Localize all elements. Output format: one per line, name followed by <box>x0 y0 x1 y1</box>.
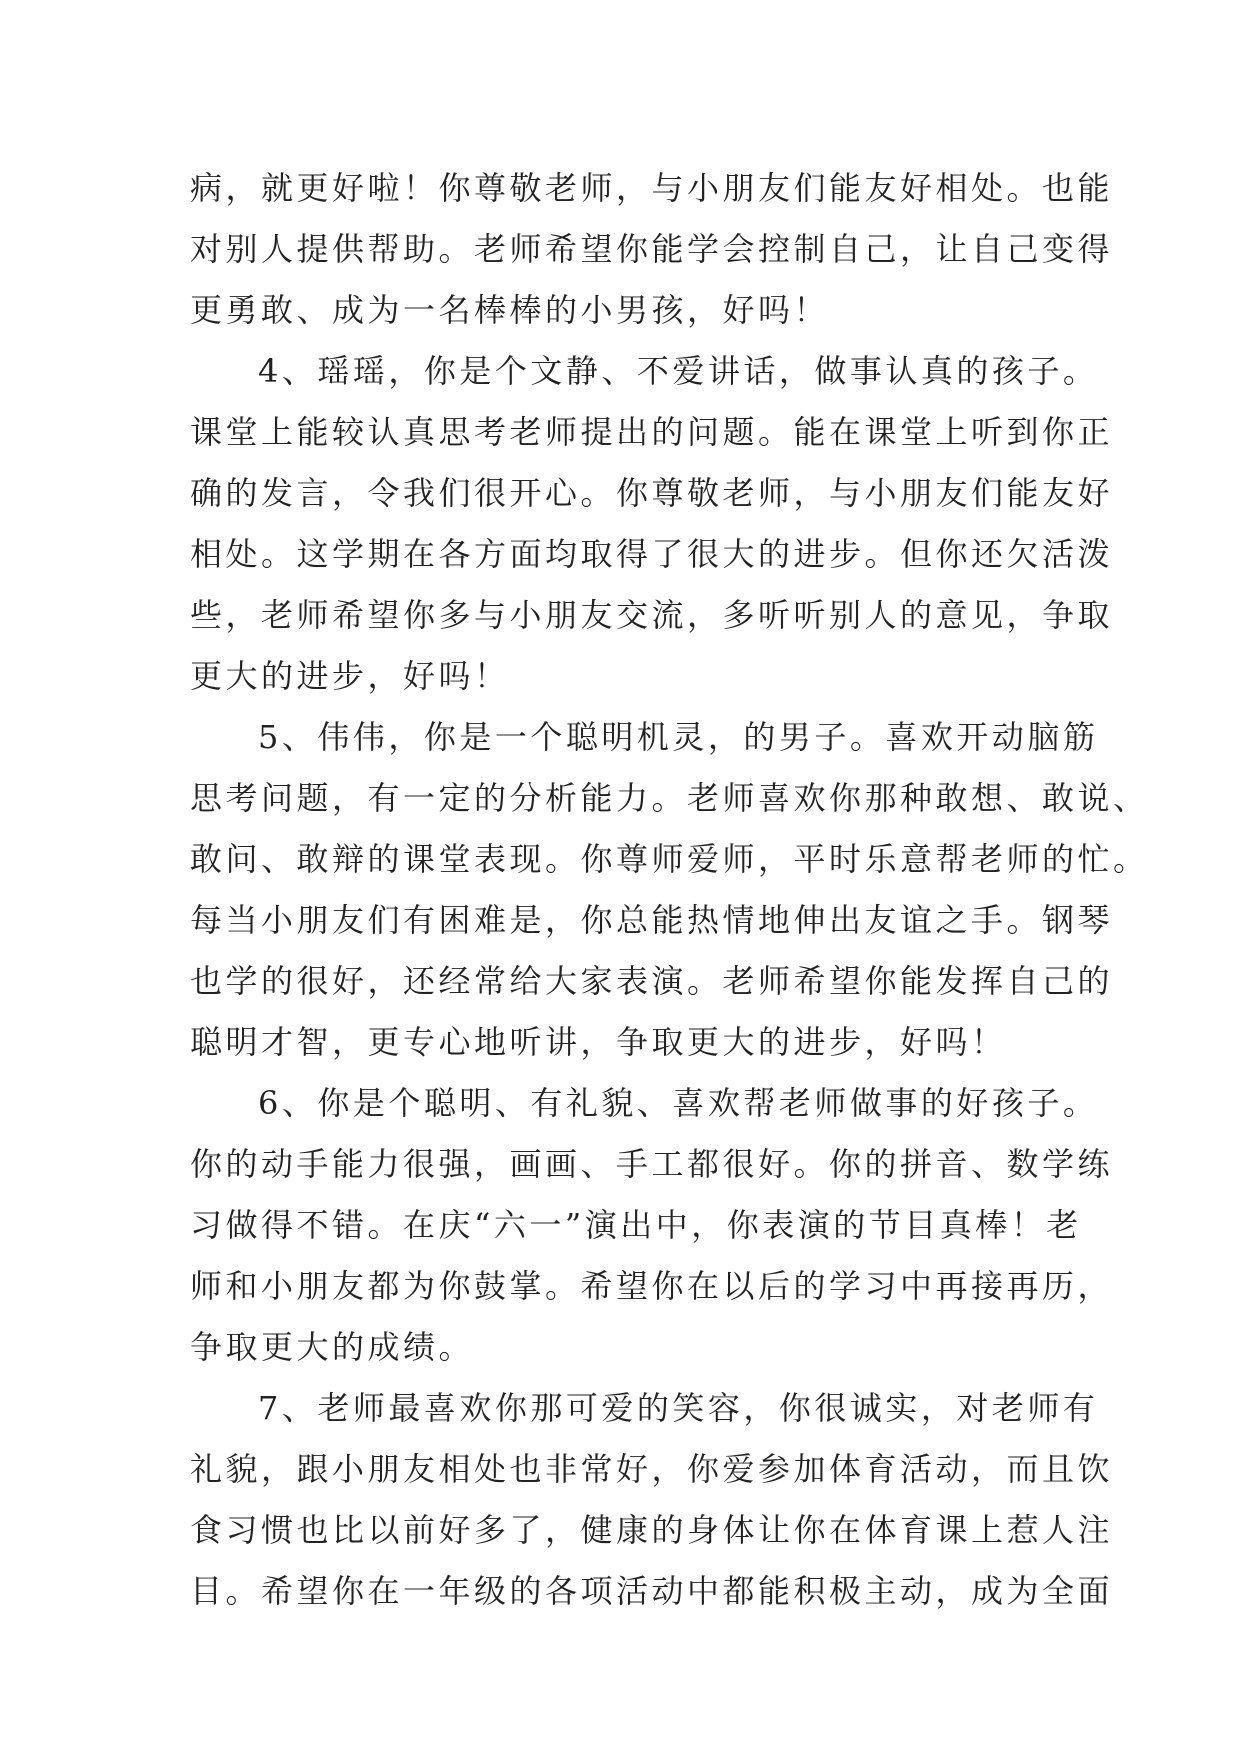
text-line: 聪明才智，更专心地听讲，争取更大的进步，好吗！ <box>190 1023 1007 1061</box>
text-line: 更勇敢、成为一名棒棒的小男孩，好吗！ <box>190 291 830 329</box>
text-line: 些，老师希望你多与小朋友交流，多听听别人的意见，争取 <box>190 596 1114 634</box>
text-line-indented: 5、伟伟，你是一个聪明机灵，的男子。喜欢开动脑筋 <box>258 718 1099 756</box>
document-body <box>190 158 1149 1622</box>
text-line: 更大的进步，好吗！ <box>190 657 510 695</box>
text-line-indented: 6、你是个聪明、有礼貌、喜欢帮老师做事的好孩子。 <box>258 1084 1099 1122</box>
text-line: 敢问、敢辩的课堂表现。你尊师爱师，平时乐意帮老师的忙。 <box>190 840 1149 878</box>
text-line: 相处。这学期在各方面均取得了很大的进步。但你还欠活泼 <box>190 535 1114 573</box>
text-line: 争取更大的成绩。 <box>190 1328 475 1366</box>
text-line: 对别人提供帮助。老师希望你能学会控制自己，让自己变得 <box>190 230 1114 268</box>
text-line-indented: 4、瑶瑶，你是个文静、不爱讲话，做事认真的孩子。 <box>258 352 1099 390</box>
text-line: 食习惯也比以前好多了，健康的身体让你在体育课上惹人注 <box>190 1511 1114 1549</box>
text-line: 目。希望你在一年级的各项活动中都能积极主动，成为全面 <box>190 1572 1114 1610</box>
text-line: 每当小朋友们有困难是，你总能热情地伸出友谊之手。钢琴 <box>190 901 1114 939</box>
text-line: 也学的很好，还经常给大家表演。老师希望你能发挥自己的 <box>190 962 1114 1000</box>
text-line: 确的发言，令我们很开心。你尊敬老师，与小朋友们能友好 <box>190 474 1114 512</box>
text-line: 师和小朋友都为你鼓掌。希望你在以后的学习中再接再历， <box>190 1267 1114 1305</box>
text-line: 礼貌，跟小朋友相处也非常好，你爱参加体育活动，而且饮 <box>190 1450 1114 1488</box>
text-line: 思考问题，有一定的分析能力。老师喜欢你那种敢想、敢说、 <box>190 779 1149 817</box>
text-line: 习做得不错。在庆“六一”演出中，你表演的节目真棒！老 <box>190 1206 1082 1244</box>
text-line-indented: 7、老师最喜欢你那可爱的笑容，你很诚实，对老师有 <box>258 1389 1099 1427</box>
text-line: 你的动手能力很强，画画、手工都很好。你的拼音、数学练 <box>190 1145 1114 1183</box>
text-line: 课堂上能较认真思考老师提出的问题。能在课堂上听到你正 <box>190 413 1114 451</box>
text-line: 病，就更好啦！你尊敬老师，与小朋友们能友好相处。也能 <box>190 169 1114 207</box>
